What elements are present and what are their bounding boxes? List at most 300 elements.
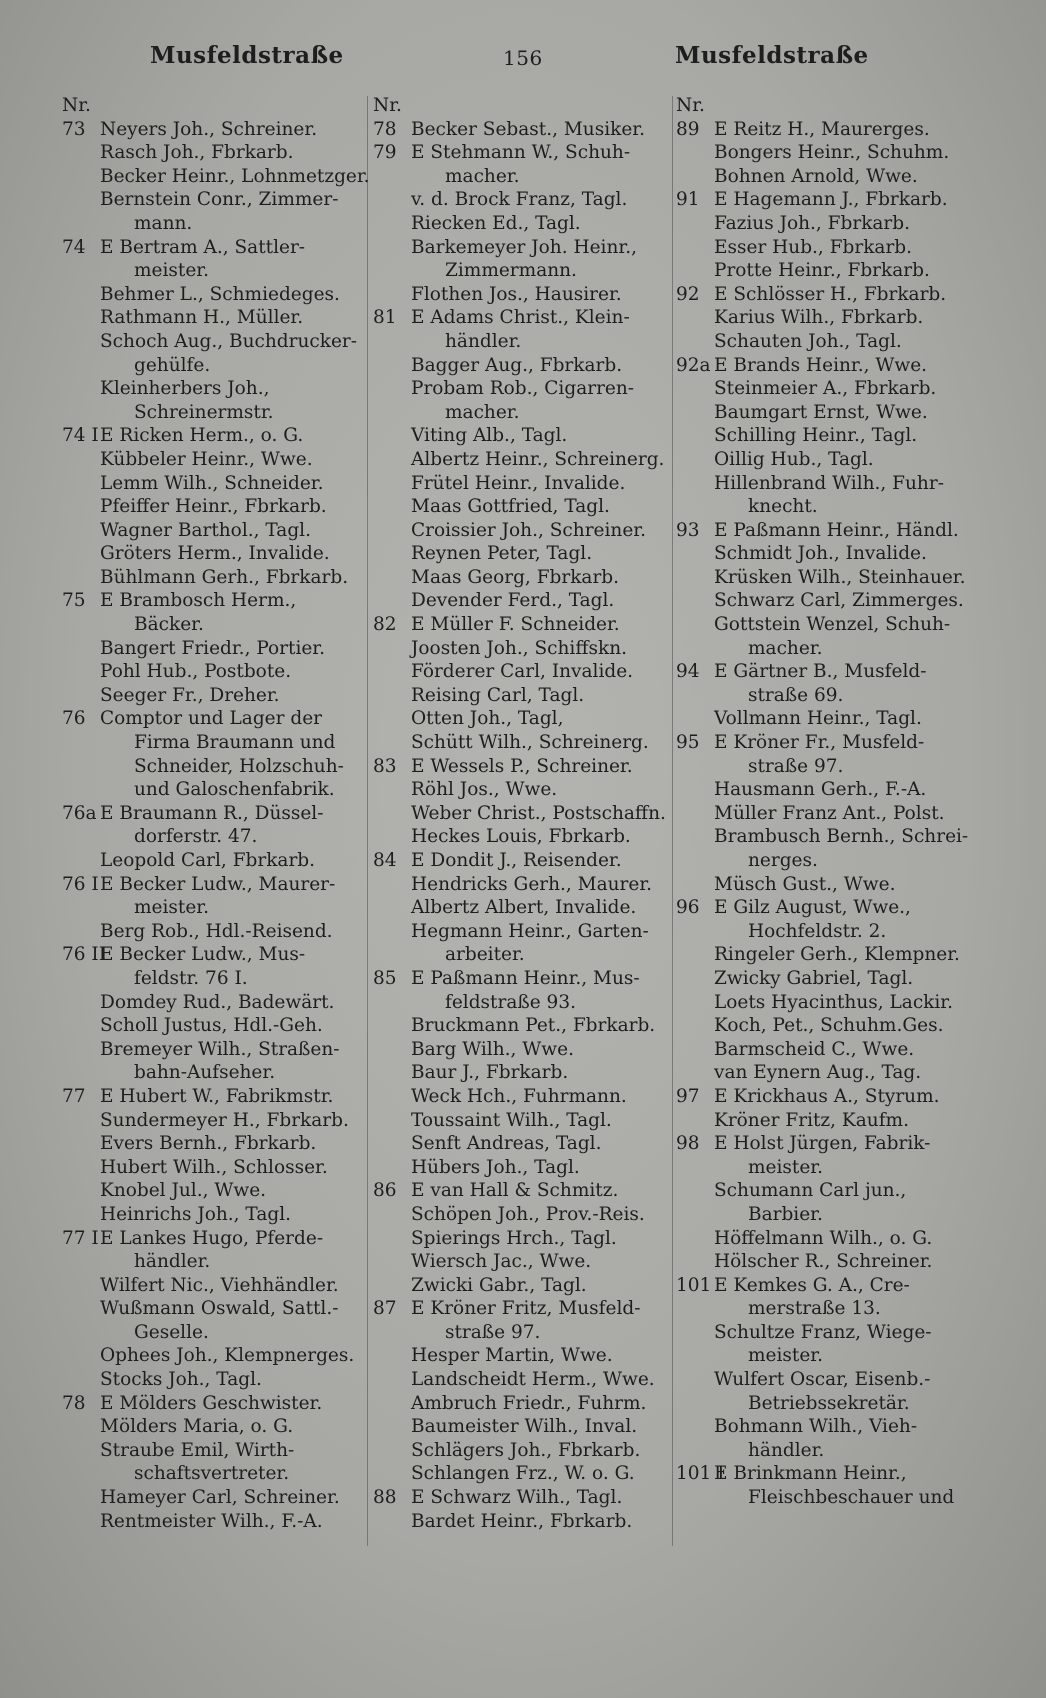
house-number: 82 [373, 614, 397, 636]
directory-entry [62, 1156, 362, 1180]
entry-text: Bongers Heinr., Schuhm. [714, 142, 950, 164]
house-number: 101 I [676, 1463, 725, 1485]
entry-text: Rasch Joh., Fbrkarb. [100, 142, 294, 164]
directory-entry [373, 1368, 669, 1392]
entry-continuation [62, 1061, 362, 1085]
nr-label: Nr. [62, 95, 91, 116]
entry-text: Schultze Franz, Wiege- [714, 1321, 932, 1343]
entry-text: Mölders Maria, o. G. [100, 1416, 294, 1438]
entry-text: Bernstein Conr., Zimmer- [100, 189, 339, 211]
entry-text: E Kröner Fritz, Musfeld- [411, 1298, 641, 1320]
entry-text: Geselle. [134, 1321, 209, 1343]
directory-entry [373, 118, 669, 142]
directory-entry [676, 165, 976, 189]
entry-text: Schumann Carl jun., [714, 1180, 907, 1202]
directory-entry [373, 212, 669, 236]
directory-entry [62, 849, 362, 873]
directory-entry [373, 1132, 669, 1156]
entry-text: Frütel Heinr., Invalide. [411, 472, 626, 494]
directory-entry [62, 589, 362, 613]
directory-entry [62, 472, 362, 496]
entry-text: Becker Sebast., Musiker. [411, 118, 645, 140]
entry-continuation [676, 1439, 976, 1463]
entry-text: E Brands Heinr., Wwe. [714, 354, 928, 376]
entry-text: Weck Hch., Fuhrmann. [411, 1085, 627, 1107]
entry-text: Senft Andreas, Tagl. [411, 1133, 602, 1155]
entry-text: Schauten Joh., Tagl. [714, 330, 902, 352]
directory-entry [373, 825, 669, 849]
directory-entry [676, 283, 976, 307]
entry-continuation [62, 1462, 362, 1486]
directory-entry [676, 259, 976, 283]
entry-text: Brambusch Bernh., Schrei- [714, 826, 969, 848]
directory-entry [62, 1274, 362, 1298]
directory-entry [62, 637, 362, 661]
directory-entry [373, 1109, 669, 1133]
directory-entry [373, 1014, 669, 1038]
entry-text: Maas Gottfried, Tagl. [411, 496, 610, 518]
entry-text: Bohnen Arnold, Wwe. [714, 165, 918, 187]
directory-entry [373, 495, 669, 519]
entry-text: E Schlösser H., Fbrkarb. [714, 283, 947, 305]
entry-text: Firma Braumann und [134, 732, 336, 754]
entry-text: Schilling Heinr., Tagl. [714, 425, 918, 447]
entry-continuation [62, 896, 362, 920]
entry-text: E Brinkmann Heinr., [714, 1463, 907, 1485]
entry-text: Barkemeyer Joh. Heinr., [411, 236, 637, 258]
directory-entry [62, 991, 362, 1015]
house-number: 97 [676, 1085, 700, 1107]
entry-text: Lemm Wilh., Schneider. [100, 472, 324, 494]
directory-entry [62, 1297, 362, 1321]
entry-text: macher. [445, 165, 520, 187]
entry-text: straße 97. [748, 755, 844, 777]
house-number: 92 [676, 283, 700, 305]
directory-entry [373, 448, 669, 472]
directory-entry [62, 1014, 362, 1038]
house-number: 96 [676, 897, 700, 919]
entry-text: Koch, Pet., Schuhm.Ges. [714, 1015, 944, 1037]
entry-text: Hausmann Gerh., F.-A. [714, 779, 927, 801]
house-number: 77 [62, 1085, 86, 1107]
directory-entry [62, 542, 362, 566]
directory-entry [676, 354, 976, 378]
house-number: 83 [373, 755, 397, 777]
house-number: 73 [62, 118, 86, 140]
entry-continuation [676, 755, 976, 779]
directory-entry [676, 212, 976, 236]
entry-text: Kröner Fritz, Kaufm. [714, 1109, 909, 1131]
entry-continuation [373, 401, 669, 425]
entry-text: nerges. [748, 850, 818, 871]
entry-text: Flothen Jos., Hausirer. [411, 283, 622, 305]
column-divider [367, 96, 368, 1546]
entry-text: Bäcker. [134, 614, 204, 636]
directory-entry [62, 1109, 362, 1133]
house-number: 91 [676, 189, 700, 211]
entry-text: E Wessels P., Schreiner. [411, 755, 633, 777]
entry-continuation [676, 684, 976, 708]
directory-entry [676, 1038, 976, 1062]
directory-entry [373, 1250, 669, 1274]
entry-continuation [373, 259, 669, 283]
directory-entry [676, 1227, 976, 1251]
entry-text: E Hagemann J., Fbrkarb. [714, 189, 948, 211]
directory-entry [62, 1085, 362, 1109]
directory-entry [676, 1061, 976, 1085]
entry-continuation [676, 920, 976, 944]
directory-entry [676, 825, 976, 849]
directory-entry [373, 873, 669, 897]
entry-continuation [62, 613, 362, 637]
entry-text: Hendricks Gerh., Maurer. [411, 873, 653, 895]
column-label [373, 94, 669, 118]
directory-entry [373, 236, 669, 260]
directory-entry [62, 448, 362, 472]
directory-entry [373, 707, 669, 731]
directory-entry [676, 424, 976, 448]
entry-text: E Hubert W., Fabrikmstr. [100, 1085, 334, 1107]
entry-text: Knobel Jul., Wwe. [100, 1180, 267, 1202]
directory-entry [676, 802, 976, 826]
entry-continuation [676, 1297, 976, 1321]
entry-text: Evers Bernh., Fbrkarb. [100, 1133, 317, 1155]
directory-entry [373, 472, 669, 496]
entry-text: Wagner Barthol., Tagl. [100, 519, 311, 541]
entry-continuation [62, 259, 362, 283]
directory-entry [62, 1486, 362, 1510]
directory-entry [676, 967, 976, 991]
entry-text: Hegmann Heinr., Garten- [411, 920, 649, 942]
directory-entry [676, 141, 976, 165]
directory-entry [373, 1462, 669, 1486]
entry-text: Albertz Albert, Invalide. [411, 897, 637, 919]
directory-entry [373, 519, 669, 543]
entry-text: Stocks Joh., Tagl. [100, 1369, 262, 1391]
directory-entry [62, 118, 362, 142]
directory-entry [373, 684, 669, 708]
directory-entry [373, 802, 669, 826]
column-3 [676, 94, 976, 1510]
entry-text: E Braumann R., Düssel- [100, 802, 324, 824]
running-head-left: Musfeldstraße [150, 42, 344, 69]
entry-text: Berg Rob., Hdl.-Reisend. [100, 920, 333, 942]
entry-text: Betriebssekretär. [748, 1392, 910, 1414]
directory-entry [62, 165, 370, 189]
house-number: 74 [62, 236, 86, 258]
house-number: 78 [62, 1392, 86, 1414]
directory-entry [62, 141, 362, 165]
house-number: 76 II [62, 944, 107, 966]
directory-entry [676, 1368, 976, 1392]
directory-entry [676, 1321, 976, 1345]
entry-text: Schöpen Joh., Prov.-Reis. [411, 1203, 645, 1225]
entry-text: E Gilz August, Wwe., [714, 897, 911, 919]
entry-text: straße 97. [445, 1321, 541, 1343]
entry-text: Barmscheid C., Wwe. [714, 1038, 915, 1060]
directory-entry [62, 1439, 362, 1463]
entry-text: Müller Franz Ant., Polst. [714, 802, 945, 824]
directory-entry [373, 188, 669, 212]
entry-text: meister. [748, 1156, 823, 1178]
entry-text: Ringeler Gerh., Klempner. [714, 944, 960, 966]
entry-text: Schütt Wilh., Schreinerg. [411, 732, 649, 754]
entry-text: E Krickhaus A., Styrum. [714, 1085, 940, 1107]
entry-text: Karius Wilh., Fbrkarb. [714, 307, 924, 329]
house-number: 76 I [62, 873, 99, 895]
entry-continuation [676, 1344, 976, 1368]
entry-text: Baumeister Wilh., Inval. [411, 1416, 638, 1438]
entry-text: Schoch Aug., Buchdrucker- [100, 330, 358, 352]
entry-text: E Holst Jürgen, Fabrik- [714, 1133, 931, 1155]
directory-entry [62, 1132, 362, 1156]
directory-entry [676, 778, 976, 802]
house-number: 101 [676, 1274, 712, 1296]
column-label [676, 94, 976, 118]
entry-text: meister. [748, 1345, 823, 1367]
entry-text: Gröters Herm., Invalide. [100, 543, 330, 565]
directory-entry [676, 896, 976, 920]
directory-entry [373, 920, 669, 944]
directory-entry [676, 1085, 976, 1109]
nr-label: Nr. [373, 95, 402, 116]
entry-text: arbeiter. [445, 944, 525, 966]
directory-entry [676, 731, 976, 755]
entry-text: Bohmann Wilh., Vieh- [714, 1416, 918, 1438]
house-number: 76a [62, 802, 97, 824]
directory-entry [676, 448, 976, 472]
entry-continuation [62, 755, 362, 779]
directory-entry [676, 330, 976, 354]
entry-text: Straube Emil, Wirth- [100, 1439, 295, 1461]
entry-continuation [676, 1203, 976, 1227]
entry-text: E Bertram A., Sattler- [100, 236, 306, 258]
directory-entry [62, 283, 362, 307]
directory-entry [373, 1038, 669, 1062]
house-number: 78 [373, 118, 397, 140]
entry-text: macher. [748, 637, 823, 659]
directory-entry [373, 660, 669, 684]
column-divider [672, 96, 673, 1546]
directory-entry [62, 188, 362, 212]
entry-text: E van Hall & Schmitz. [411, 1180, 619, 1202]
entry-text: Vollmann Heinr., Tagl. [714, 708, 922, 730]
entry-continuation [62, 401, 362, 425]
house-number: 79 [373, 142, 397, 164]
directory-entry [62, 424, 362, 448]
house-number: 98 [676, 1133, 700, 1155]
directory-entry [676, 118, 976, 142]
entry-continuation [62, 212, 362, 236]
entry-text: Otten Joh., Tagl, [411, 708, 564, 730]
directory-entry [676, 589, 976, 613]
directory-entry [373, 283, 669, 307]
directory-entry [373, 1203, 669, 1227]
entry-text: merstraße 13. [748, 1298, 881, 1320]
entry-text: E Becker Ludw., Maurer- [100, 873, 336, 895]
house-number: 89 [676, 118, 700, 140]
directory-entry [676, 660, 976, 684]
entry-continuation [62, 354, 362, 378]
entry-text: v. d. Brock Franz, Tagl. [411, 189, 628, 211]
entry-text: feldstr. 76 I. [134, 967, 248, 989]
entry-text: Behmer L., Schmiedeges. [100, 283, 340, 305]
entry-text: Domdey Rud., Badewärt. [100, 991, 335, 1013]
entry-text: Loets Hyacinthus, Lackir. [714, 991, 954, 1013]
entry-text: van Eynern Aug., Tag. [714, 1062, 922, 1084]
entry-text: knecht. [748, 496, 818, 518]
directory-entry [62, 1179, 362, 1203]
entry-text: Reising Carl, Tagl. [411, 684, 585, 706]
entry-text: Oillig Hub., Tagl. [714, 448, 874, 470]
entry-text: Fleischbeschauer und [748, 1487, 955, 1509]
entry-text: Hochfeldstr. 2. [748, 920, 887, 942]
entry-text: Bagger Aug., Fbrkarb. [411, 354, 623, 376]
entry-text: Schreinermstr. [134, 401, 274, 423]
entry-continuation [676, 637, 976, 661]
entry-text: Maas Georg, Fbrkarb. [411, 566, 620, 588]
entry-text: Bühlmann Gerh., Fbrkarb. [100, 566, 349, 588]
directory-entry [373, 1297, 669, 1321]
directory-entry [62, 519, 362, 543]
directory-entry [373, 1156, 669, 1180]
entry-text: E Brambosch Herm., [100, 590, 297, 612]
entry-text: meister. [134, 897, 209, 919]
entry-text: Müsch Gust., Wwe. [714, 873, 896, 895]
directory-entry [373, 1344, 669, 1368]
entry-text: E Mölders Geschwister. [100, 1392, 323, 1414]
directory-entry [373, 1179, 669, 1203]
entry-text: Toussaint Wilh., Tagl. [411, 1109, 612, 1131]
entry-text: Schmidt Joh., Invalide. [714, 543, 927, 565]
entry-text: mann. [134, 212, 193, 234]
entry-text: Zwicki Gabr., Tagl. [411, 1274, 587, 1296]
directory-entry [62, 802, 362, 826]
entry-text: E Paßmann Heinr., Händl. [714, 519, 959, 541]
entry-text: Heckes Louis, Fbrkarb. [411, 826, 631, 848]
entry-continuation [62, 1321, 362, 1345]
entry-text: händler. [748, 1439, 825, 1461]
directory-entry [676, 188, 976, 212]
directory-entry [676, 873, 976, 897]
directory-entry [62, 1510, 362, 1534]
house-number: 84 [373, 850, 397, 871]
entry-text: Förderer Carl, Invalide. [411, 661, 634, 683]
directory-entry [676, 707, 976, 731]
entry-text: Landscheidt Herm., Wwe. [411, 1369, 655, 1391]
column-1 [62, 94, 370, 1533]
entry-text: E Gärtner B., Musfeld- [714, 661, 927, 683]
directory-entry [373, 849, 669, 873]
directory-entry [373, 566, 669, 590]
entry-text: Fazius Joh., Fbrkarb. [714, 212, 911, 234]
entry-continuation [62, 778, 362, 802]
entry-text: meister. [134, 260, 209, 282]
directory-entry [373, 1061, 669, 1085]
entry-text: Viting Alb., Tagl. [411, 425, 568, 447]
entry-text: Devender Ferd., Tagl. [411, 590, 615, 612]
entry-text: Esser Hub., Fbrkarb. [714, 236, 913, 258]
entry-text: Wiersch Jac., Wwe. [411, 1251, 592, 1273]
entry-text: E Dondit J., Reisender. [411, 850, 622, 871]
directory-entry [676, 566, 976, 590]
directory-entry [62, 377, 362, 401]
entry-text: Kübbeler Heinr., Wwe. [100, 448, 313, 470]
house-number: 74 I [62, 425, 99, 447]
entry-text: Barbier. [748, 1203, 823, 1225]
directory-entry [62, 684, 362, 708]
house-number: 95 [676, 732, 700, 754]
directory-entry [676, 613, 976, 637]
house-number: 85 [373, 967, 397, 989]
entry-text: Hillenbrand Wilh., Fuhr- [714, 472, 944, 494]
directory-entry [62, 1415, 362, 1439]
directory-entry [62, 1038, 362, 1062]
entry-text: Bruckmann Pet., Fbrkarb. [411, 1015, 656, 1037]
directory-entry [373, 377, 669, 401]
house-number: 77 I [62, 1227, 99, 1249]
entry-text: Wußmann Oswald, Sattl.- [100, 1298, 339, 1320]
entry-text: Albertz Heinr., Schreinerg. [411, 448, 665, 470]
directory-entry [373, 1415, 669, 1439]
entry-text: Rentmeister Wilh., F.-A. [100, 1510, 323, 1532]
entry-text: Pohl Hub., Postbote. [100, 661, 292, 683]
directory-entry [373, 613, 669, 637]
entry-text: E Müller F. Schneider. [411, 614, 620, 636]
directory-entry [62, 1203, 362, 1227]
entry-text: Ambruch Friedr., Fuhrm. [411, 1392, 647, 1414]
entry-continuation [676, 495, 976, 519]
directory-entry [62, 873, 362, 897]
directory-entry [373, 967, 669, 991]
directory-entry [62, 1227, 362, 1251]
entry-text: Becker Heinr., Lohnmetzger. [100, 165, 370, 187]
entry-text: Hesper Martin, Wwe. [411, 1345, 613, 1367]
entry-text: Riecken Ed., Tagl. [411, 212, 581, 234]
entry-text: Heinrichs Joh., Tagl. [100, 1203, 292, 1225]
entry-text: Protte Heinr., Fbrkarb. [714, 260, 930, 282]
directory-entry [373, 637, 669, 661]
house-number: 94 [676, 661, 700, 683]
entry-text: E Kröner Fr., Musfeld- [714, 732, 925, 754]
entry-text: E Schwarz Wilh., Tagl. [411, 1487, 623, 1509]
directory-entry [62, 1344, 362, 1368]
entry-text: Hübers Joh., Tagl. [411, 1156, 580, 1178]
running-head-right: Musfeldstraße [675, 42, 869, 69]
entry-text: und Galoschenfabrik. [134, 779, 335, 801]
directory-entry [676, 1274, 976, 1298]
directory-entry [676, 1462, 976, 1486]
directory-entry [676, 1132, 976, 1156]
entry-text: E Reitz H., Maurerges. [714, 118, 930, 140]
entry-continuation [62, 1250, 362, 1274]
directory-entry [676, 236, 976, 260]
entry-text: E Kemkes G. A., Cre- [714, 1274, 910, 1296]
house-number: 81 [373, 307, 397, 329]
entry-text: Wulfert Oscar, Eisenb.- [714, 1369, 931, 1391]
entry-text: Sundermeyer H., Fbrkarb. [100, 1109, 349, 1131]
entry-text: gehülfe. [134, 354, 211, 376]
column-label [62, 94, 362, 118]
entry-continuation [676, 849, 976, 873]
entry-text: E Adams Christ., Klein- [411, 307, 630, 329]
entry-text: feldstraße 93. [445, 991, 576, 1013]
directory-entry [373, 354, 669, 378]
entry-text: Reynen Peter, Tagl. [411, 543, 593, 565]
directory-entry [676, 472, 976, 496]
directory-entry [373, 1439, 669, 1463]
entry-text: Zwicky Gabriel, Tagl. [714, 967, 914, 989]
